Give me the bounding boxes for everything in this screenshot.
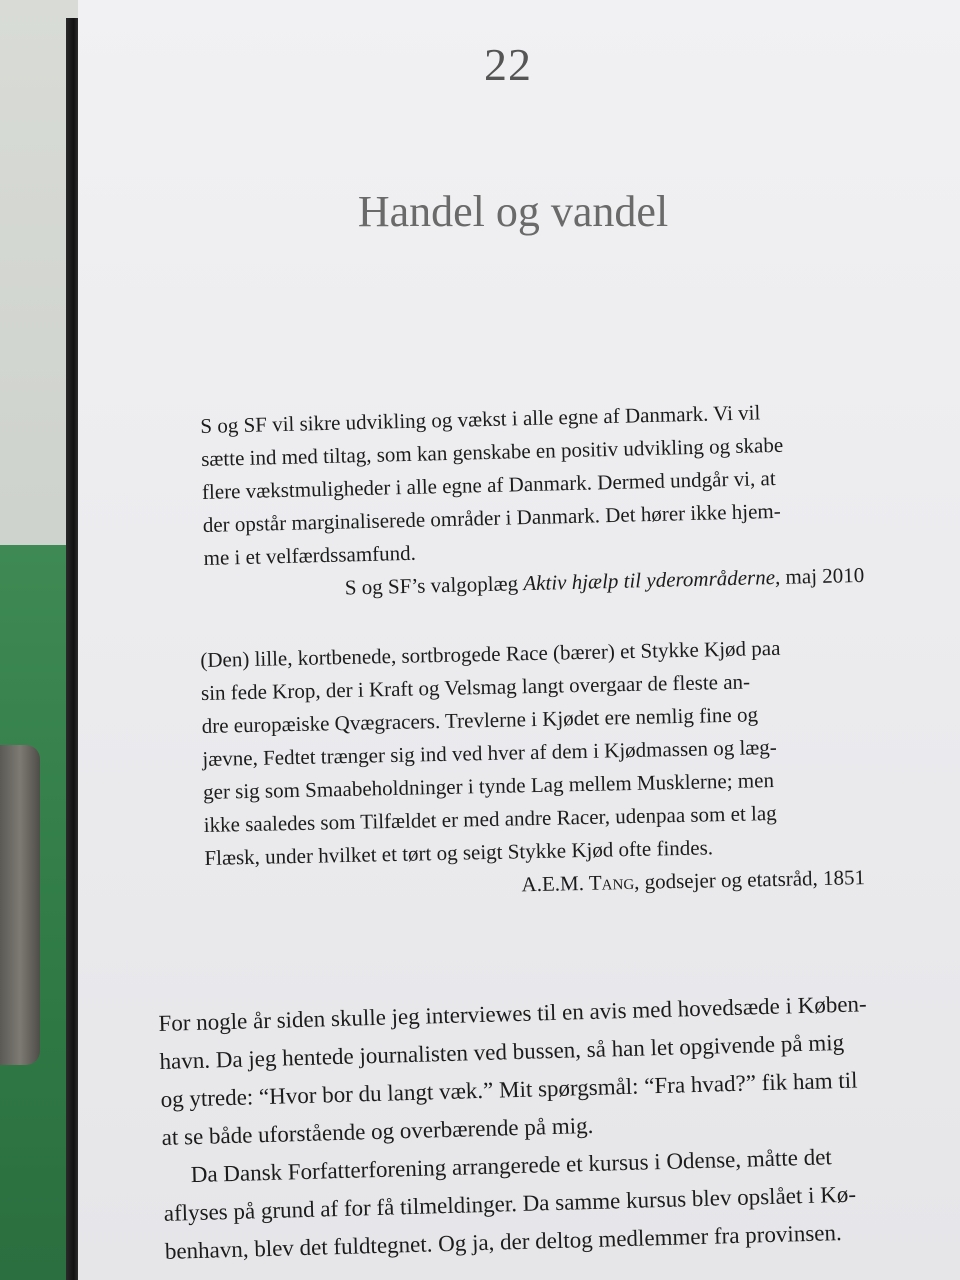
epigraph-1 — [200, 394, 865, 608]
cover-photo-fragment — [0, 745, 40, 1065]
epigraph-1-line: S og SF vil sikre udvikling og vækst i alle egne af Danmark. Vi vil — [200, 400, 761, 438]
body-line: aflyses på grund af for få tilmeldinger. Da samme kursus blev opslået i Kø- — [163, 1181, 857, 1226]
chapter-title: Handel og vandel — [357, 187, 669, 236]
epigraph-1-line: me i et velfærdssamfund. — [203, 540, 417, 570]
attribution-name-rest: ang — [601, 869, 635, 895]
epigraph-1-line: sætte ind med tiltag, som kan genskabe en positiv udvikling og skabe — [200, 432, 784, 471]
book-page — [78, 0, 960, 1280]
body-line: havn. Da jeg hentede journalisten ved bussen, så han let opgivende på mig — [159, 1029, 845, 1074]
body-line: og ytrede: “Hvor bor du langt væk.” Mit spørgsmål: “Fra hvad?” fik ham til — [160, 1067, 858, 1112]
body-line: For nogle år siden skulle jeg interviewes til en avis med hovedsæde i Køben- — [158, 991, 867, 1036]
attribution-prefix: S og SF’s valgoplæg — [344, 571, 524, 600]
epigraph-2-line: ikke saaledes som Tilfældet er med andre Racer, udenpaa som et lag — [203, 800, 777, 837]
epigraph-2-line: ger sig som Smaabeholdninger i tynde Lag mellem Musklerne; men — [202, 768, 775, 804]
body-text — [158, 983, 960, 1271]
attribution-suffix: maj 2010 — [779, 562, 865, 589]
body-line: Da Dansk Forfatterforening arrangerede et kursus i Odense, måtte det — [190, 1144, 833, 1188]
epigraph-2-line: dre europæiske Qvægracers. Trevlerne i Kjødet ere nemlig fine og — [201, 702, 759, 738]
body-line: benhavn, blev det fuldtegnet. Og ja, der deltog medlemmer fra provinsen. — [164, 1220, 842, 1264]
epigraph-1-line: flere vækstmuligheder i alle egne af Danmark. Dermed undgår vi, at — [201, 465, 776, 504]
chapter-number: 22 — [484, 39, 532, 90]
body-line: at se både uforstående og overbærende på mig. — [161, 1112, 594, 1150]
epigraph-2-line: jævne, Fedtet trænger sig ind ved hver af dem i Kjødmassen og læg- — [202, 734, 778, 771]
epigraph-2-line: sin fede Krop, der i Kraft og Velsmag langt overgaar de fleste an- — [200, 669, 751, 705]
attribution-rest: , godsejer og etatsråd, 1851 — [633, 865, 866, 894]
epigraph-2-line: Flæsk, under hvilket et tørt og seigt Stykke Kjød ofte findes. — [204, 835, 714, 870]
attribution-name-initials: A.E.M. T — [521, 870, 602, 897]
epigraph-1-line: der opstår marginaliserede områder i Danmark. Det hører ikke hjem- — [202, 498, 781, 537]
attribution-title: Aktiv hjælp til yderområderne, — [523, 564, 781, 596]
epigraph-2 — [200, 630, 865, 908]
epigraph-2-line: (Den) lille, kortbenede, sortbrogede Race (bærer) et Stykke Kjød paa — [200, 635, 781, 672]
